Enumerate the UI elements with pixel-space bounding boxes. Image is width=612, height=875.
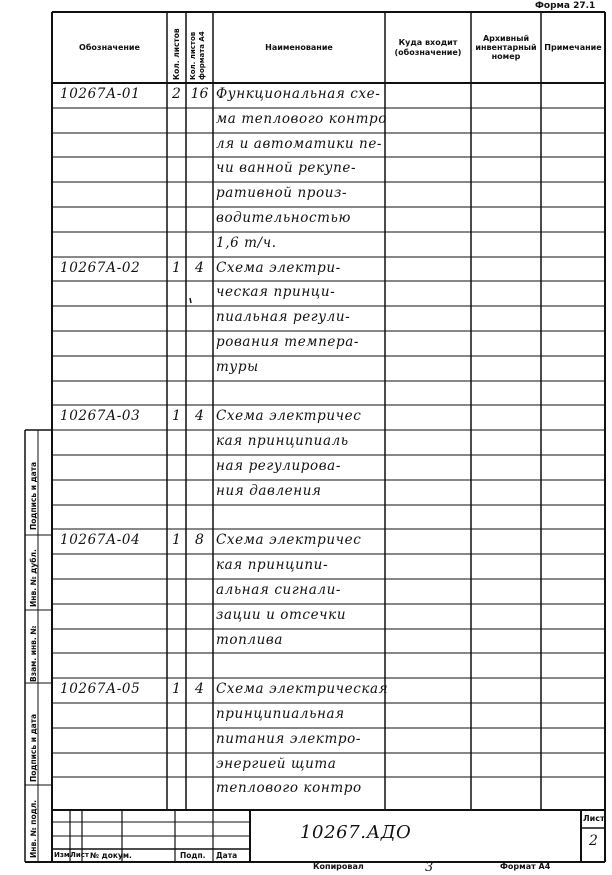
title-col-doc: № докум.: [90, 851, 132, 860]
name-line: Схема электричес: [216, 408, 362, 425]
name-line: принципиальная: [216, 706, 345, 722]
title-col-sign: Подп.: [180, 851, 206, 860]
name-line: чи ванной рекупе-: [216, 160, 357, 177]
name-line: энергией щита: [216, 755, 337, 772]
name-line: ния давления: [216, 482, 322, 499]
designation-cell: 10267А-05: [60, 681, 141, 698]
title-col-date: Дата: [216, 851, 238, 860]
name-line: ративной произ-: [216, 185, 348, 202]
header-format-sheets: Кол. листов формата А4: [189, 31, 206, 80]
name-line: кая принципи-: [216, 557, 329, 574]
form-label: Форма 27.1: [535, 1, 596, 11]
sheet-count-cell: 1: [172, 408, 181, 425]
name-line: альная сигнали-: [216, 582, 342, 598]
header-note: Примечание: [544, 42, 602, 52]
name-line: зации и отсечки: [216, 606, 347, 623]
name-line: Функциональная схе-: [216, 86, 381, 102]
sheet-count-cell: 1: [172, 259, 181, 276]
format-sheets-cell: 8: [195, 532, 204, 549]
name-line: Схема электричес: [216, 532, 362, 549]
sheet-count-cell: 1: [172, 681, 181, 698]
format-sheets-cell: 16: [190, 86, 209, 102]
name-line: Схема электрическая: [216, 681, 389, 698]
designation-cell: 10267А-04: [60, 532, 141, 549]
name-line: ля и автоматики пе-: [216, 135, 383, 152]
title-col-sheet: Лист: [70, 851, 89, 859]
name-line: теплового контро: [216, 780, 362, 797]
name-line: питания электро-: [216, 730, 361, 747]
name-line: ма теплового контро: [216, 110, 388, 127]
name-line: кая принципиаль: [216, 433, 349, 450]
sheet-number: 2: [589, 833, 599, 849]
format-sheets-cell: 4: [195, 681, 204, 698]
format-sheets-cell: 4: [195, 259, 204, 276]
designation-cell: 10267А-01: [60, 86, 141, 102]
format-sheets-cell: 4: [195, 408, 204, 425]
header-sheet-count: Кол. листов: [172, 28, 181, 80]
side-label-sign-date-2: Подпись и дата: [29, 713, 38, 782]
name-line: ческая принци-: [216, 284, 336, 301]
side-label-dup-inv: Инв. № дубл.: [29, 549, 38, 607]
header-where-included: Куда входит (обозначение): [394, 38, 462, 57]
footer-copy-mark: 3: [425, 860, 434, 875]
header-archive-number: Архивный инвентарный номер: [475, 33, 537, 62]
title-col-change: Изм.: [54, 851, 73, 859]
sheet-label: Лист: [583, 814, 605, 823]
footer-copied: Копировал: [313, 862, 364, 871]
header-name: Наименование: [265, 42, 333, 52]
side-label-sign-date-1: Подпись и дата: [29, 461, 38, 530]
side-label-orig-inv: Инв. № подл.: [29, 799, 38, 858]
name-line: туры: [216, 358, 259, 375]
name-line: Схема электри-: [216, 259, 341, 276]
header-designation: Обозначение: [79, 42, 140, 52]
designation-cell: 10267А-02: [60, 259, 141, 276]
document-code: 10267.АДО: [300, 822, 412, 843]
sheet-count-cell: 2: [172, 86, 181, 102]
name-line: пиальная регули-: [216, 309, 351, 326]
name-line: 1,6 т/ч.: [216, 234, 277, 251]
name-line: водительностью: [216, 210, 351, 226]
footer-format: Формат А4: [500, 862, 551, 871]
side-label-replace-inv: Взам. инв. №: [29, 625, 38, 682]
designation-cell: 10267А-03: [60, 408, 141, 425]
name-line: топлива: [216, 631, 284, 648]
name-line: ная регулирова-: [216, 458, 341, 474]
sheet-count-cell: 1: [172, 532, 181, 549]
name-line: рования темпера-: [216, 334, 360, 350]
